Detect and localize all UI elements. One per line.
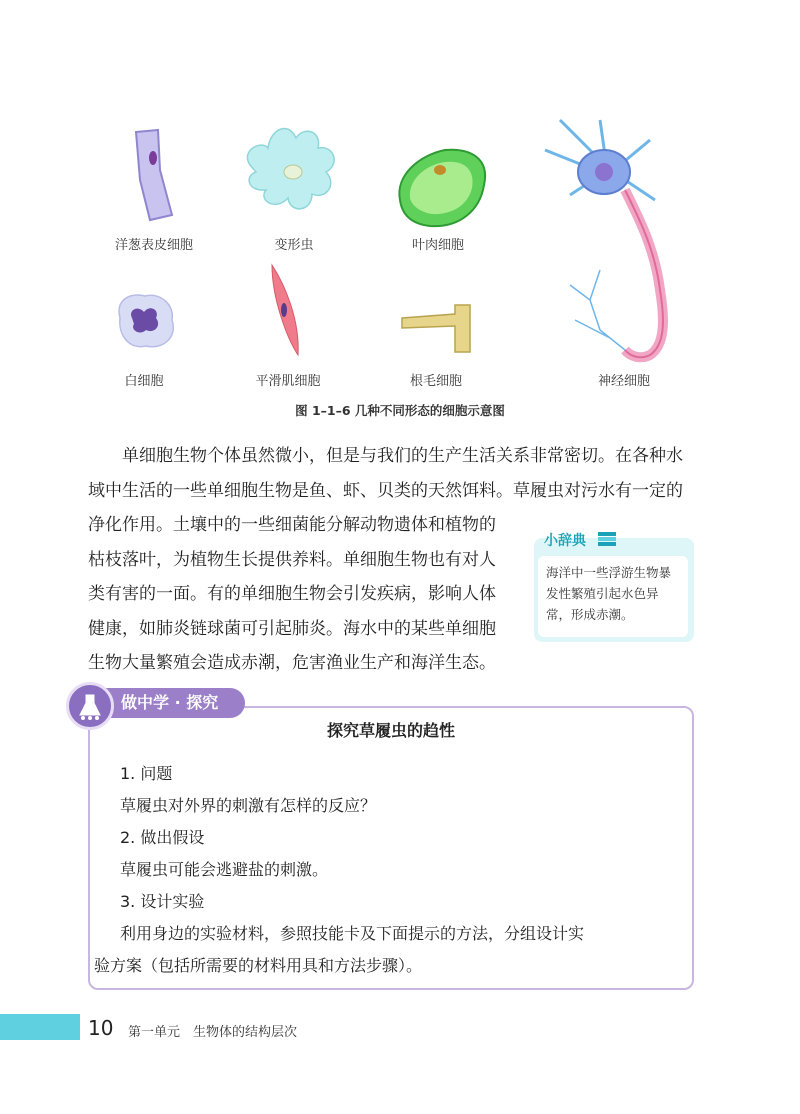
explore-content: [94, 758, 680, 982]
step-3-text-2: 验方案（包括所需要的材料用具和方法步骤）。: [94, 956, 423, 975]
mesophyll-cell-label: 叶肉细胞: [411, 238, 464, 253]
step-2-heading: 2. 做出假设: [120, 828, 205, 847]
onion-cell-label: 洋葱表皮细胞: [114, 238, 193, 253]
amoeba-illustration: [247, 129, 334, 209]
figure-caption: 图 1–1–6 几种不同形态的细胞示意图: [295, 403, 505, 418]
body-line-6: 健康，如肺炎链球菌可引起肺炎。海水中的某些单细胞: [88, 618, 496, 639]
wbc-label: 白细胞: [124, 374, 164, 389]
footer-bar: [0, 1014, 80, 1040]
smooth-muscle-cell-illustration: [272, 265, 298, 355]
white-blood-cell-illustration: [119, 295, 173, 347]
body-line-4: 枯枝落叶，为植物生长提供养料。单细胞生物也有对人: [88, 549, 496, 570]
onion-cell-illustration: [136, 130, 172, 220]
body-line-7: 生物大量繁殖会造成赤潮，危害渔业生产和海洋生态。: [88, 653, 496, 673]
amoeba-label: 变形虫: [274, 238, 314, 253]
step-3-heading: 3. 设计实验: [120, 892, 205, 911]
step-1-heading: 1. 问题: [120, 764, 173, 783]
body-line-2: 域中生活的一些单细胞生物是鱼、虾、贝类的天然饵料。草履虫对污水有一定的: [88, 480, 683, 501]
neuron-illustration: [545, 120, 663, 357]
dictionary-title: 小辞典: [544, 533, 586, 549]
step-2-text: 草履虫可能会逃避盐的刺激。: [120, 860, 329, 879]
body-line-1: 单细胞生物个体虽然微小，但是与我们的生产生活关系非常密切。在各种水: [122, 446, 683, 466]
explore-title: 探究草履虫的趋性: [326, 721, 455, 740]
smooth-muscle-label: 平滑肌细胞: [255, 374, 321, 389]
step-3-text-1: 利用身边的实验材料，参照技能卡及下面提示的方法，分组设计实: [120, 924, 585, 943]
cell-figure: [0, 0, 800, 400]
mesophyll-cell-illustration: [399, 150, 485, 226]
page-number: 10: [88, 1016, 114, 1040]
root-hair-cell-illustration: [402, 305, 470, 352]
step-1-text: 草履虫对外界的刺激有怎样的反应？: [120, 796, 377, 815]
neuron-label: 神经细胞: [597, 374, 650, 389]
body-line-5: 类有害的一面。有的单细胞生物会引发疾病，影响人体: [88, 584, 496, 604]
explore-tab: 做中学 · 探究: [105, 688, 245, 718]
root-hair-label: 根毛细胞: [409, 374, 462, 389]
book-stack-icon: [596, 530, 618, 548]
body-line-3: 净化作用。土壤中的一些细菌能分解动物遗体和植物的: [88, 515, 496, 535]
dictionary-text: 海洋中一些浮游生物暴发性繁殖引起水色异常，形成赤潮。: [538, 556, 688, 637]
unit-title: 第一单元 生物体的结构层次: [128, 1025, 298, 1040]
